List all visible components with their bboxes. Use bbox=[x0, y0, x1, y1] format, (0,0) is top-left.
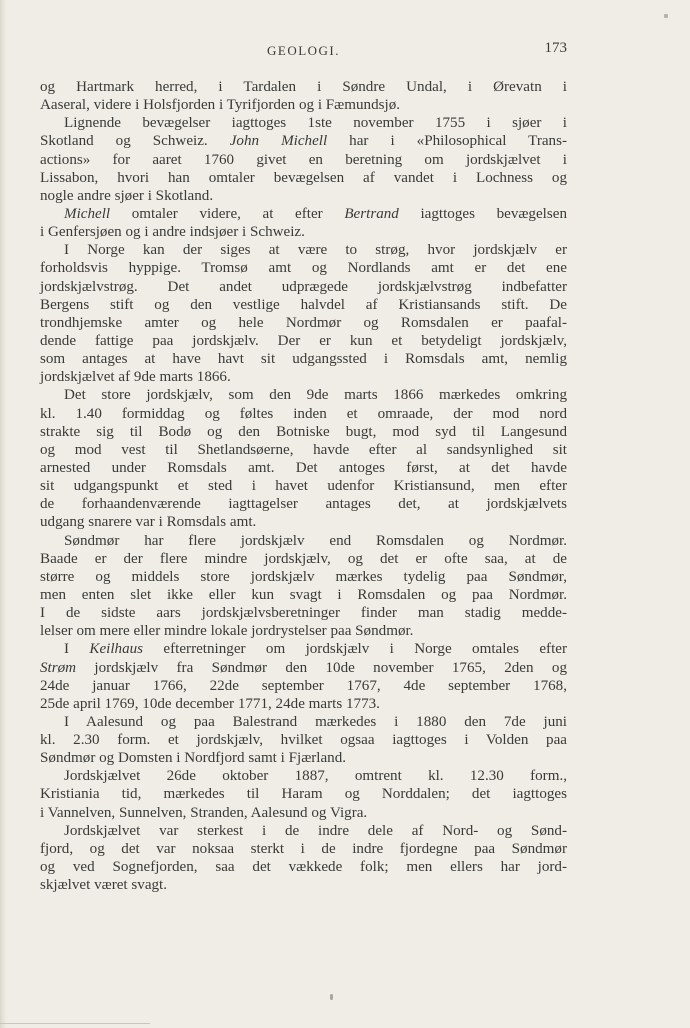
text-run: Bergens stift og den vestlige halvdel af Kristiansands stift. De bbox=[40, 296, 567, 313]
text-line bbox=[40, 876, 567, 894]
author-name: Michell bbox=[64, 205, 111, 222]
text-run: trondhjemske amter og hele Nordmør og Romsdalen er paafal- bbox=[40, 314, 567, 331]
text-run: som antages at have havt sit udgangssted i Romsdals amt, nemlig bbox=[40, 351, 567, 368]
text-run: Aaseral, videre i Holsfjorden i Tyrifjorden og i Fæmundsjø. bbox=[40, 97, 401, 114]
page-edge-shadow bbox=[0, 0, 6, 1028]
text-line bbox=[40, 568, 567, 586]
text-run: og mod vest til Shetlandsøerne, havde efter al sandsynlighed sit bbox=[40, 441, 567, 458]
text-line bbox=[40, 278, 567, 296]
text-line bbox=[40, 731, 567, 749]
text-line bbox=[40, 804, 567, 822]
body-text bbox=[40, 78, 567, 894]
text-line bbox=[40, 586, 567, 604]
text-run: jordskjælvstrøg. Det andet udprægede jordskjælvstrøg indbefatter bbox=[40, 278, 567, 295]
text-run: dende fattige paa jordskjælv. Der er kun et betydeligt jordskjælv, bbox=[40, 332, 567, 349]
text-run: Jordskjælvet 26de oktober 1887, omtrent kl. 12.30 form., bbox=[64, 768, 567, 785]
text-line bbox=[40, 713, 567, 731]
text-line bbox=[40, 405, 567, 423]
text-line bbox=[40, 169, 567, 187]
text-run: Lissabon, hvori han omtaler bevægelsen af vandet i Lochness og bbox=[40, 169, 567, 186]
text-line bbox=[40, 132, 567, 150]
text-line bbox=[40, 386, 567, 404]
text-run: actions» for aaret 1760 givet en beretning om jordskjælvet i bbox=[40, 151, 567, 168]
text-run: lelser om mere eller mindre lokale jordrystelser paa Søndmør. bbox=[40, 623, 414, 640]
text-run: i Vannelven, Sunnelven, Stranden, Aalesund og Vigra. bbox=[40, 804, 368, 821]
text-run: Skotland og Schweiz. bbox=[40, 133, 230, 150]
text-line bbox=[40, 550, 567, 568]
text-run: de forhaandenværende iagttagelser antages det, at jordskjælvets bbox=[40, 496, 567, 513]
text-line bbox=[40, 495, 567, 513]
text-run: jordskjælvet af 9de marts 1866. bbox=[40, 369, 231, 386]
text-line bbox=[40, 767, 567, 785]
text-run: 25de april 1769, 10de december 1771, 24de marts 1773. bbox=[40, 695, 380, 712]
text-line bbox=[40, 477, 567, 495]
text-run: forholdsvis hyppige. Tromsø amt og Nordlands amt er det ene bbox=[40, 260, 567, 277]
text-run: Søndmør har flere jordskjælv end Romsdalen og Nordmør. bbox=[64, 532, 567, 549]
author-name: Keilhaus bbox=[89, 641, 144, 658]
text-line bbox=[40, 858, 567, 876]
author-name: Bertrand bbox=[344, 205, 399, 222]
text-line bbox=[40, 532, 567, 550]
text-line bbox=[40, 151, 567, 169]
text-run: Det store jordskjælv, som den 9de marts 1866 mærkedes omkring bbox=[64, 387, 567, 404]
text-run: iagttoges bevægelsen bbox=[398, 205, 567, 222]
author-name: Strøm bbox=[40, 659, 77, 676]
text-line bbox=[40, 513, 567, 531]
page-number: 173 bbox=[544, 40, 567, 56]
text-run: efterretninger om jordskjælv i Norge omtales efter bbox=[143, 641, 567, 658]
text-line bbox=[40, 840, 567, 858]
text-line bbox=[40, 749, 567, 767]
text-run: Kristiania tid, mærkedes til Haram og Norddalen; det iagttoges bbox=[40, 786, 567, 803]
text-run: omtaler videre, at efter bbox=[110, 205, 345, 222]
text-run: Jordskjælvet var sterkest i de indre dele af Nord- og Sønd- bbox=[64, 822, 567, 839]
text-run: men enten slet ikke eller kun svagt i Romsdalen og paa Nordmør. bbox=[40, 586, 567, 603]
text-line bbox=[40, 332, 567, 350]
text-run: I Aalesund og paa Balestrand mærkedes i 1880 den 7de juni bbox=[64, 713, 567, 730]
text-run: kl. 1.40 formiddag og føltes inden et omraade, der mod nord bbox=[40, 405, 567, 422]
text-line bbox=[40, 78, 567, 96]
text-line bbox=[40, 296, 567, 314]
text-line bbox=[40, 659, 567, 677]
text-line bbox=[40, 785, 567, 803]
text-line bbox=[40, 622, 567, 640]
text-line bbox=[40, 441, 567, 459]
text-run: I de sidste aars jordskjælvsberetninger finder man stadig medde- bbox=[40, 605, 567, 622]
text-line bbox=[40, 223, 567, 241]
text-line bbox=[40, 187, 567, 205]
text-line bbox=[40, 241, 567, 259]
text-run: udgang snarere var i Romsdals amt. bbox=[40, 514, 257, 531]
corner-speck bbox=[664, 14, 668, 18]
text-run: større og middels store jordskjælv mærkes tydelig paa Søndmør, bbox=[40, 568, 567, 585]
page-bottom-rule bbox=[0, 1023, 150, 1024]
text-line bbox=[40, 695, 567, 713]
text-run: har i «Philosophical Trans- bbox=[327, 133, 567, 150]
text-run: nogle andre sjøer i Skotland. bbox=[40, 187, 214, 204]
text-run: i Genfersjøen og i andre indsjøer i Schweiz. bbox=[40, 224, 305, 241]
running-title: GEOLOGI. bbox=[266, 43, 340, 58]
text-run: og ved Sognefjorden, saa det vækkede folk; men ellers har jord- bbox=[40, 859, 567, 876]
text-run: kl. 2.30 form. et jordskjælv, hvilket ogsaa iagttoges i Volden paa bbox=[40, 732, 567, 749]
text-line bbox=[40, 314, 567, 332]
text-run: I bbox=[64, 641, 90, 658]
text-line bbox=[40, 423, 567, 441]
text-line bbox=[40, 604, 567, 622]
text-run: jordskjælv fra Søndmør den 10de november 1765, 2den og bbox=[76, 659, 567, 676]
text-line bbox=[40, 259, 567, 277]
text-line bbox=[40, 822, 567, 840]
text-run: Søndmør og Domsten i Nordfjord samt i Fjærland. bbox=[40, 750, 347, 767]
text-line bbox=[40, 96, 567, 114]
text-run: Baade er der flere mindre jordskjælv, og det er ofte saa, at de bbox=[40, 550, 567, 567]
text-line bbox=[40, 205, 567, 223]
text-run: 24de januar 1766, 22de september 1767, 4de september 1768, bbox=[40, 677, 567, 694]
text-run: strakte sig til Bodø og den Botniske bugt, mod syd til Langesund bbox=[40, 423, 567, 440]
text-run: fjord, og det var noksaa sterkt i de indre fjordegne paa Søndmør bbox=[40, 840, 567, 857]
text-run: Lignende bevægelser iagttoges 1ste november 1755 i sjøer i bbox=[64, 115, 567, 132]
text-run: skjælvet været svagt. bbox=[40, 877, 168, 894]
text-line bbox=[40, 640, 567, 658]
text-line bbox=[40, 677, 567, 695]
text-run: I Norge kan der siges at være to strøg, hvor jordskjælv er bbox=[64, 242, 567, 259]
text-line bbox=[40, 459, 567, 477]
author-name: John Michell bbox=[229, 133, 328, 150]
text-line bbox=[40, 114, 567, 132]
text-line bbox=[40, 350, 567, 368]
print-speck bbox=[330, 994, 333, 1000]
running-header bbox=[40, 40, 567, 60]
text-run: arnested under Romsdals amt. Det antoges først, at det havde bbox=[40, 459, 567, 476]
text-run: og Hartmark herred, i Tardalen i Søndre Undal, i Ørevatn i bbox=[40, 79, 567, 95]
text-run: sit udgangspunkt et sted i havet udenfor Kristiansund, men efter bbox=[40, 478, 567, 495]
text-line bbox=[40, 368, 567, 386]
